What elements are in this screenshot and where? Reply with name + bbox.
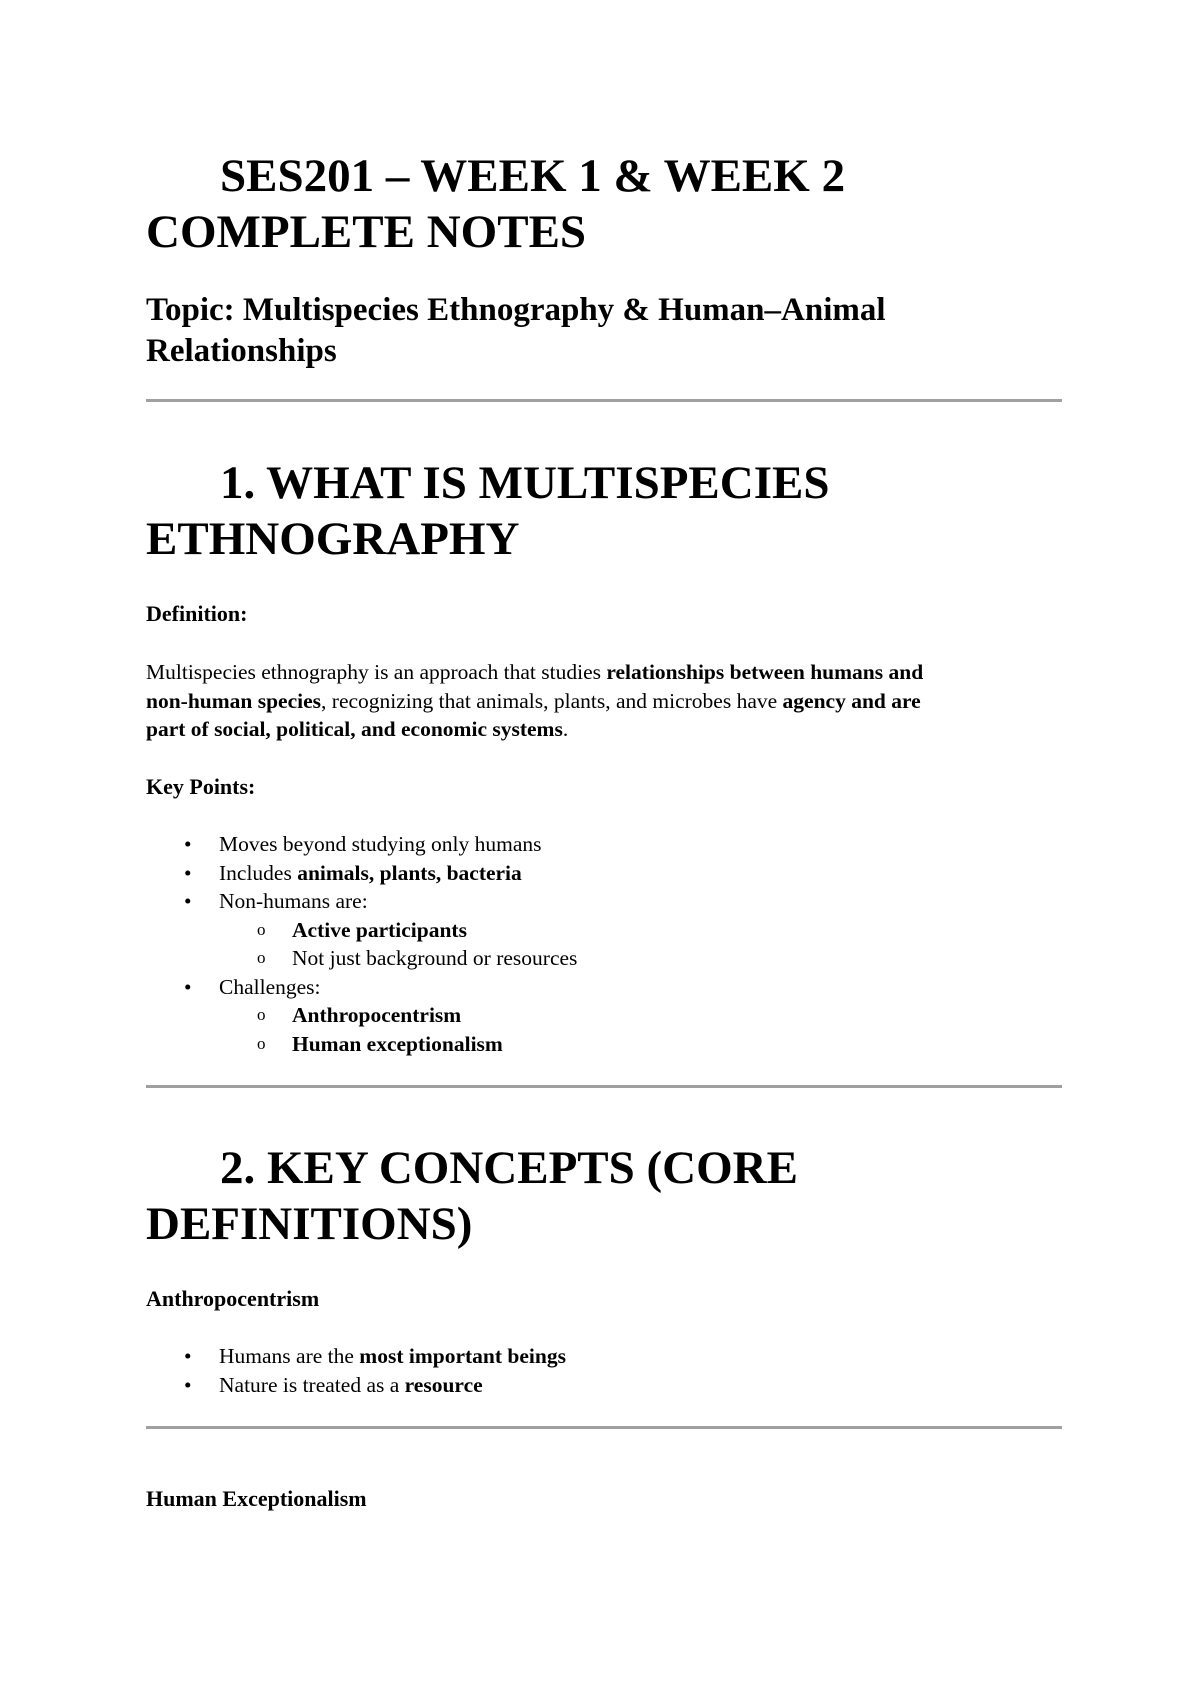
list-item: [146, 887, 1062, 973]
definition-bold: non-human species: [146, 688, 322, 713]
section-2-heading: [146, 1140, 1062, 1252]
list-item-text: Humans are the: [219, 1344, 360, 1368]
divider: [146, 1426, 1062, 1429]
divider: [146, 1085, 1062, 1088]
bullet-icon: •: [184, 889, 192, 913]
definition-bold: agency and are: [782, 688, 921, 713]
section-2-heading-line-1: 2. KEY CONCEPTS (CORE: [220, 1142, 798, 1194]
list-item-text: Non-humans are:: [219, 889, 368, 913]
bullet-icon: •: [184, 860, 192, 885]
sub-list-item: [257, 916, 1062, 945]
sub-list-item-text: Anthropocentrism: [292, 1003, 462, 1027]
sub-bullet-icon: o: [257, 1033, 266, 1053]
title-line-2: COMPLETE NOTES: [146, 206, 587, 258]
definition-text: Multispecies ethnography is an approach that studies: [146, 660, 607, 684]
section-1-heading: [146, 455, 1062, 567]
bullet-icon: •: [184, 1344, 192, 1368]
sub-list-item-text: Active participants: [292, 917, 467, 942]
sub-bullet-icon: o: [257, 948, 266, 967]
key-points-label: Key Points:: [146, 774, 256, 799]
definition-line-3: [146, 715, 1062, 744]
list-item-text: Includes: [219, 860, 298, 885]
topic-line-1: Topic: Multispecies Ethnography & Human–Animal: [146, 292, 886, 328]
topic-line-2: Relationships: [146, 333, 337, 369]
list-item-bold: resource: [404, 1372, 483, 1397]
section-1-heading-line-1: 1. WHAT IS MULTISPECIES: [220, 457, 830, 509]
sub-list-item: [257, 944, 1062, 973]
title-line-1: SES201 – WEEK 1 & WEEK 2: [220, 150, 846, 202]
bullet-icon: •: [184, 832, 192, 856]
concept-anthropocentrism-label: Anthropocentrism: [146, 1286, 320, 1311]
sub-list-item: [257, 1030, 1062, 1059]
section-2-heading-line-2: DEFINITIONS): [146, 1198, 473, 1250]
key-points-list: [146, 830, 1062, 1058]
definition-line-1: [146, 658, 1062, 687]
list-item: [146, 1371, 1062, 1400]
definition-line-2: [146, 687, 1062, 716]
bullet-icon: •: [184, 974, 192, 999]
document-title: [146, 148, 1062, 260]
section-1-heading-line-2: ETHNOGRAPHY: [146, 513, 520, 565]
list-item: [146, 859, 1062, 888]
list-item-text: Challenges:: [219, 974, 321, 999]
definition-text: , recognizing that animals, plants, and microbes have: [321, 688, 783, 713]
sub-list-item: [257, 1001, 1062, 1030]
definition-bold: part of social, political, and economic systems: [146, 717, 563, 741]
list-item-text: Moves beyond studying only humans: [219, 832, 542, 856]
sub-bullet-icon: o: [257, 1005, 266, 1024]
definition-text: .: [562, 717, 569, 741]
definition-paragraph: [146, 658, 1062, 744]
list-item-bold: most important beings: [359, 1344, 566, 1368]
topic-heading: [146, 290, 1062, 372]
list-item: [146, 830, 1062, 859]
definition-label: Definition:: [146, 601, 248, 626]
concept-human-exceptionalism-label: Human Exceptionalism: [146, 1486, 367, 1511]
list-item-bold: animals, plants, bacteria: [297, 860, 522, 885]
definition-bold: relationships between humans and: [606, 660, 924, 684]
sub-list-item-text: Human exceptionalism: [292, 1031, 503, 1056]
sub-bullet-icon: o: [257, 919, 266, 939]
divider: [146, 399, 1062, 402]
sub-list-item-text: Not just background or resources: [292, 946, 578, 970]
list-item-text: Nature is treated as a: [219, 1372, 405, 1397]
bullet-icon: •: [184, 1372, 192, 1397]
anthropocentrism-list: [146, 1342, 1062, 1399]
list-item: [146, 1342, 1062, 1371]
list-item: [146, 973, 1062, 1059]
